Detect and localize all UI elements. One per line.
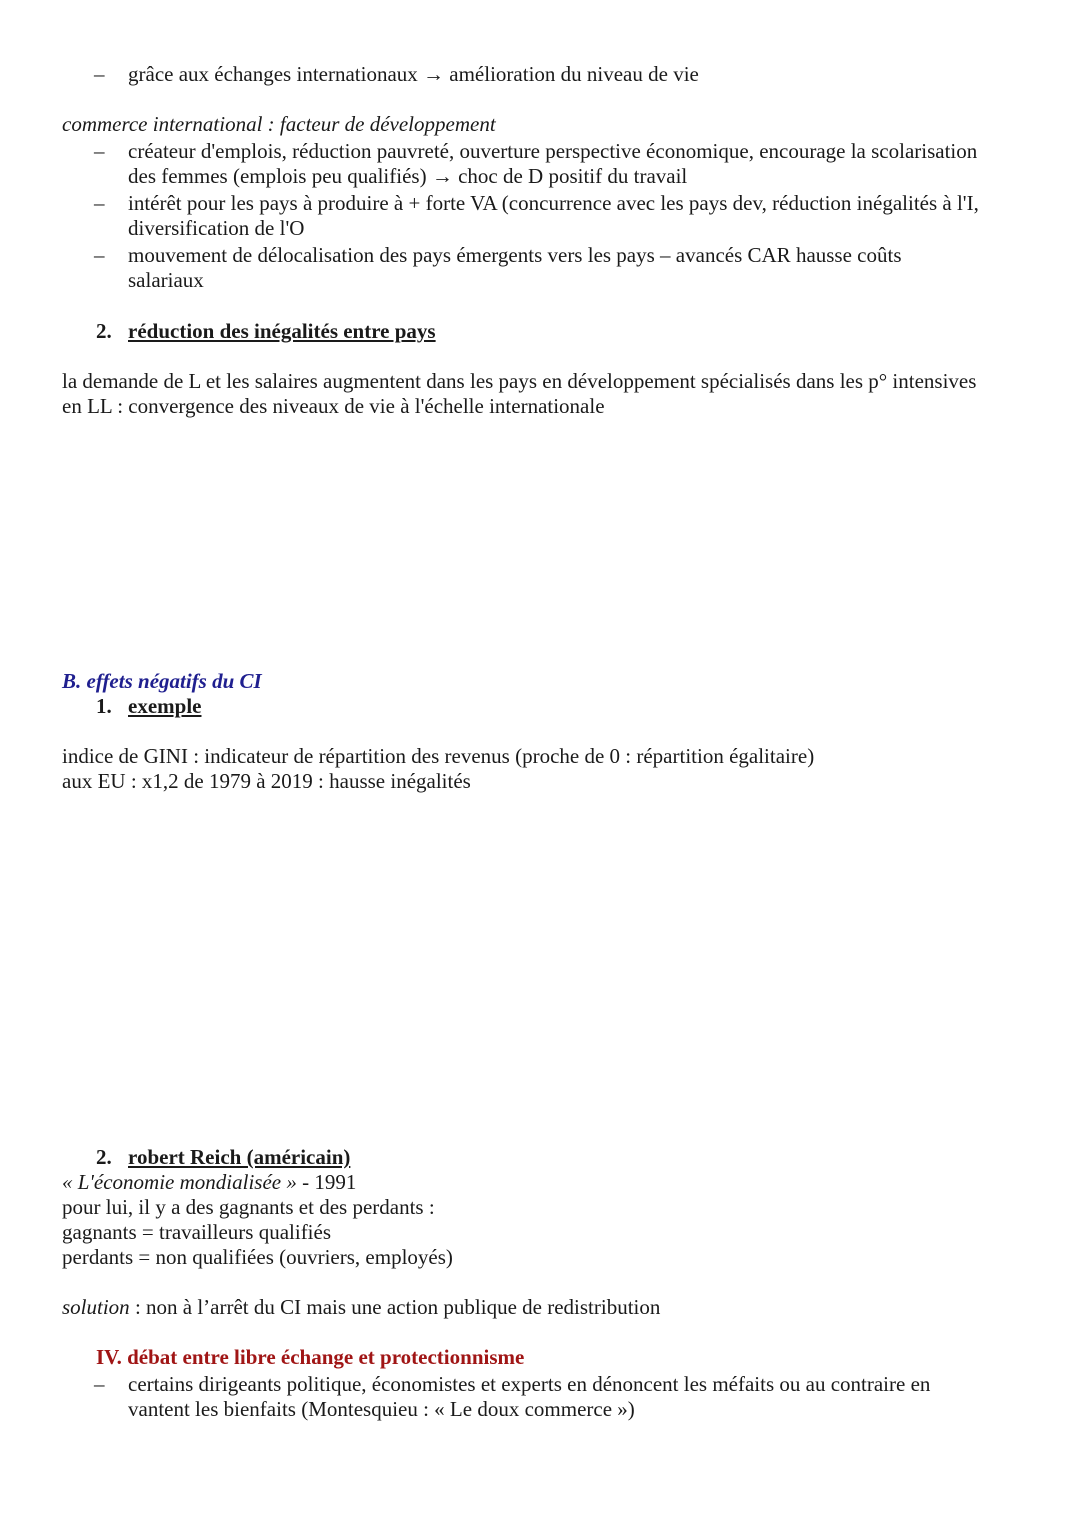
book-year: - 1991	[296, 1170, 357, 1194]
reich-line: gagnants = travailleurs qualifiés	[62, 1220, 332, 1244]
solution-label: solution	[62, 1295, 130, 1319]
reich-line: pour lui, il y a des gagnants et des perdants :	[62, 1195, 435, 1219]
section-b-heading: B. effets négatifs du CI	[62, 669, 262, 693]
commerce-heading: commerce international : facteur de développement	[62, 112, 496, 136]
book-title: « L'économie mondialisée »	[62, 1170, 297, 1194]
section2-paragraph-line: en LL : convergence des niveaux de vie à l'échelle internationale	[62, 394, 605, 418]
solution-line	[62, 1295, 1022, 1320]
reich-line: perdants = non qualifiées (ouvriers, employés)	[62, 1245, 453, 1269]
section-title: exemple	[128, 694, 202, 718]
list-item-line: salariaux	[128, 268, 204, 292]
bullet-dash: –	[94, 243, 105, 267]
list-item-line: diversification de l'O	[128, 216, 305, 240]
list-item-line: intérêt pour les pays à produire à + forte VA (concurrence avec les pays dev, réduction inégalités à l'I,	[128, 191, 979, 215]
reich-book-line	[62, 1170, 1022, 1195]
section-heading-reduction	[96, 319, 436, 344]
section-number: 1.	[96, 694, 112, 718]
gini-line: aux EU : x1,2 de 1979 à 2019 : hausse inégalités	[62, 769, 471, 793]
section-number: 2.	[96, 319, 112, 343]
section-number: 2.	[96, 1145, 112, 1169]
section-iv-heading: IV. débat entre libre échange et protectionnisme	[96, 1345, 525, 1369]
list-item-line: certains dirigeants politique, économistes et experts en dénoncent les méfaits ou au contraire en	[128, 1372, 931, 1396]
bullet-dash: –	[94, 1372, 105, 1396]
bullet-dash: –	[94, 62, 105, 86]
list-item-line: créateur d'emplois, réduction pauvreté, ouverture perspective économique, encourage la scolarisation	[128, 139, 978, 163]
bullet-dash: –	[94, 139, 105, 163]
section-heading-exemple	[96, 694, 201, 719]
section-heading-reich	[96, 1145, 350, 1170]
list-item-line: mouvement de délocalisation des pays émergents vers les pays – avancés CAR hausse coûts	[128, 243, 902, 267]
section-title: réduction des inégalités entre pays	[128, 319, 436, 343]
gini-line: indice de GINI : indicateur de répartition des revenus (proche de 0 : répartition égalitaire)	[62, 744, 815, 768]
top-bullet-text: grâce aux échanges internationaux → amélioration du niveau de vie	[128, 62, 699, 86]
list-item-line: des femmes (emplois peu qualifiés) → choc de D positif du travail	[128, 164, 688, 188]
section2-paragraph-line: la demande de L et les salaires augmentent dans les pays en développement spécialisés dans les p° intensives	[62, 369, 977, 393]
list-item-line: vantent les bienfaits (Montesquieu : « Le doux commerce »)	[128, 1397, 635, 1421]
bullet-dash: –	[94, 191, 105, 215]
solution-text: : non à l’arrêt du CI mais une action publique de redistribution	[129, 1295, 661, 1319]
section-title: robert Reich (américain)	[128, 1145, 351, 1169]
